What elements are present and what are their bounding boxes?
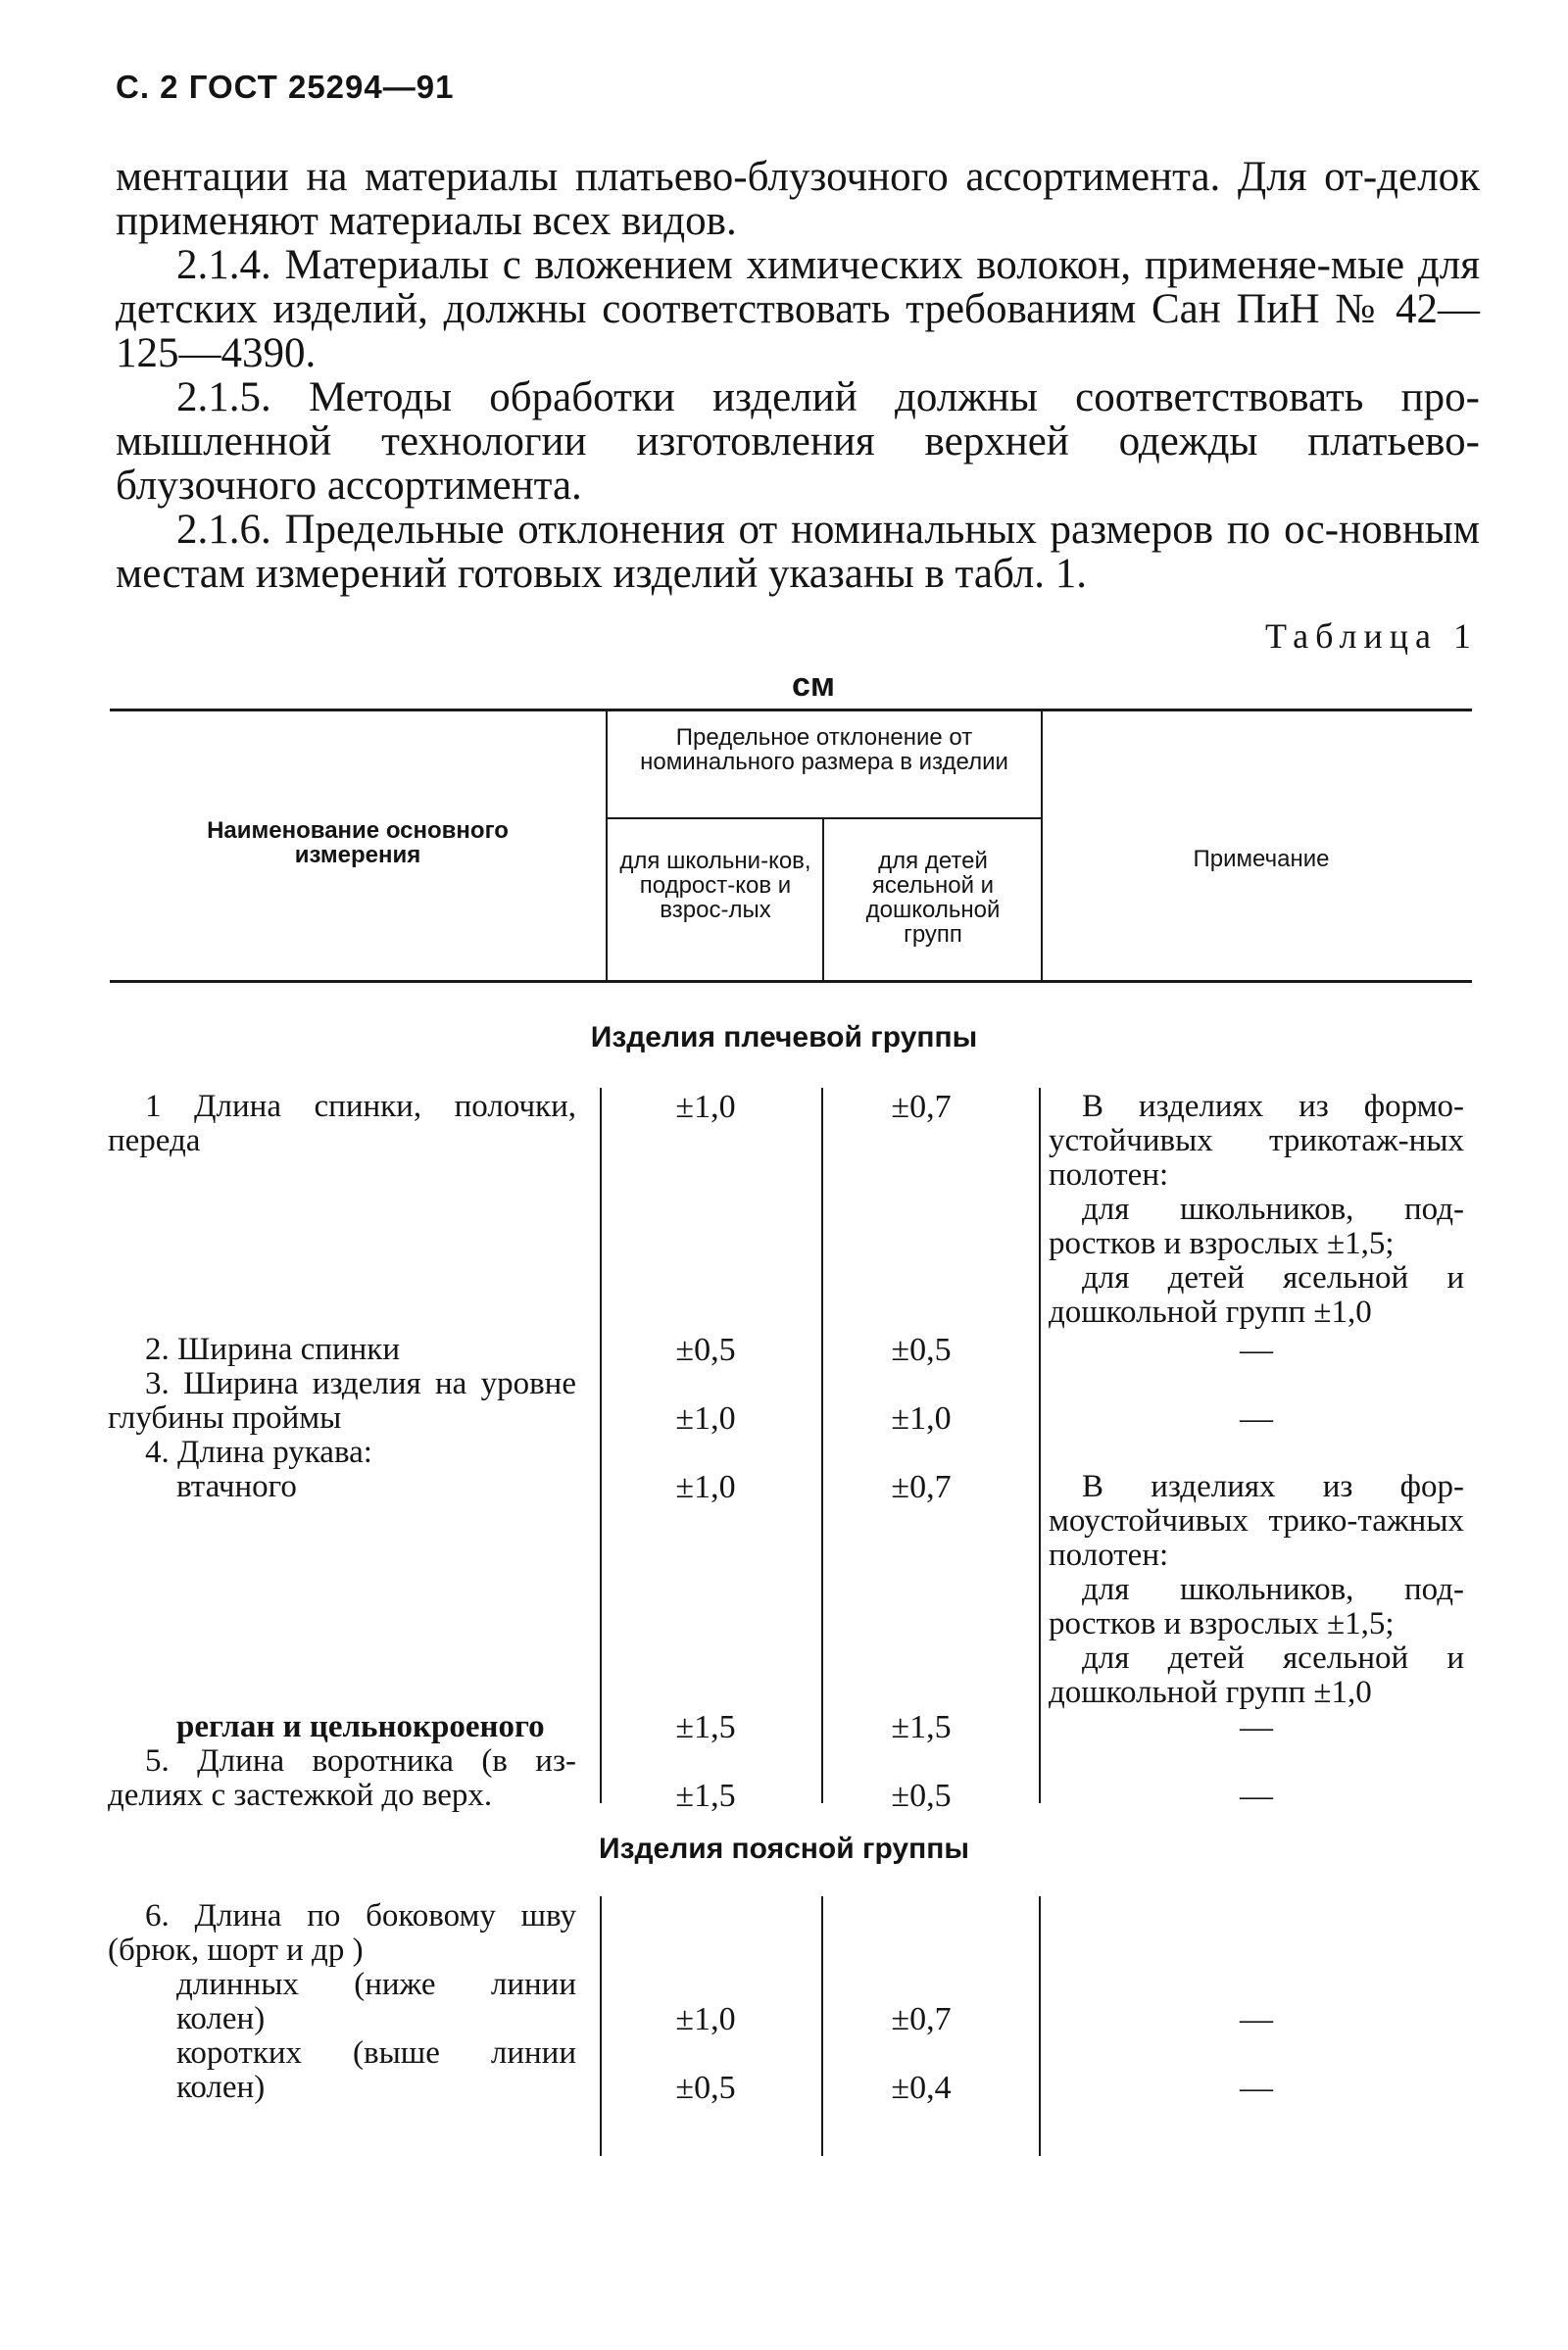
table-row-name: 3. Ширина изделия на уровне глубины проймы <box>108 1366 576 1436</box>
value-school: ±1,0 <box>675 1469 736 1505</box>
table-row-name: 1 Длина спинки, полочки, переда <box>108 1089 576 1158</box>
note-dash: — <box>1240 1709 1273 1745</box>
table-row-name: 6. Длина по боковому шву (брюк, шорт и др ) <box>108 1898 576 1968</box>
table-row-name: реглан и цельнокроеного <box>176 1709 545 1744</box>
note-row4 <box>1049 1470 1464 1710</box>
value-school: ±1,0 <box>675 2001 736 2037</box>
value-school: ±0,5 <box>675 1332 736 1368</box>
value-children: ±1,0 <box>891 1400 952 1437</box>
table-row-name: длинных (ниже линии колен) <box>176 1967 576 2036</box>
value-school: ±0,5 <box>675 2070 736 2106</box>
header-bottom-rule <box>110 980 1472 983</box>
note-dash: — <box>1240 2070 1273 2106</box>
note-children: для детей ясельной и дошкольной групп ±1,0 <box>1049 1260 1464 1330</box>
value-school: ±1,5 <box>675 1709 736 1745</box>
table-top-rule <box>110 709 1472 711</box>
note-dash: — <box>1240 1332 1273 1368</box>
table-unit: см <box>792 666 836 704</box>
header-name: Наименование основного измерения <box>207 817 509 868</box>
value-children: ±0,7 <box>891 2001 952 2037</box>
note-dash: — <box>1240 1400 1273 1437</box>
note-children: для детей ясельной и дошкольной групп ±1,0 <box>1049 1640 1464 1710</box>
header-sub-rule <box>608 817 1041 819</box>
header-divider <box>606 711 608 980</box>
header-deviation: Предельное отклонение от номинального размера в изделии <box>640 724 1008 775</box>
body-divider <box>1039 1088 1041 1803</box>
note-dash: — <box>1240 2001 1273 2037</box>
header-col-school: для школьни-ков, подрост-ков и взрос-лых <box>619 848 811 923</box>
page-header: С. 2 ГОСТ 25294—91 <box>116 69 455 105</box>
value-children: ±1,5 <box>891 1709 952 1745</box>
body-divider <box>600 1088 602 1803</box>
note-intro: В изделиях из фор-моустойчивых трико-тажных полотен: <box>1049 1469 1464 1573</box>
section-title: Изделия плечевой группы <box>590 1021 978 1053</box>
table-row-name: коротких (выше линии колен) <box>176 2035 576 2105</box>
value-school: ±1,0 <box>675 1400 736 1437</box>
value-school: ±1,0 <box>675 1089 736 1125</box>
body-divider <box>600 1896 602 2156</box>
body-divider <box>821 1088 823 1803</box>
paragraph: 2.1.5. Методы обработки изделий должны соответствовать про-мышленной технологии изготовления верхней одежды платьево-блузочного ассортимента. <box>116 374 1480 509</box>
value-children: ±0,7 <box>891 1469 952 1505</box>
note-school: для школьников, под-ростков и взрослых ±1,5; <box>1049 1192 1464 1261</box>
paragraph: 2.1.4. Материалы с вложением химических волокон, применяе-мые для детских изделий, должны соответствовать требованиям Сан ПиН № 42—125—4390. <box>116 242 1480 376</box>
header-divider <box>1041 711 1043 980</box>
table-row-name: втачного <box>176 1469 297 1504</box>
header-col-children: для детей ясельной и дошкольной групп <box>865 848 1001 948</box>
body-text <box>116 155 1480 596</box>
note-dash: — <box>1240 1778 1273 1814</box>
note-intro: В изделиях из формо-устойчивых трикотаж-ных полотен: <box>1049 1089 1464 1193</box>
note-row1 <box>1049 1090 1464 1330</box>
table-row-name: 2. Ширина спинки <box>145 1332 400 1367</box>
paragraph: 2.1.6. Предельные отклонения от номинальных размеров по ос-новным местам измерений готовых изделий указаны в табл. 1. <box>116 507 1480 597</box>
note-school: для школьников, под-ростков и взрослых ±1,5; <box>1049 1572 1464 1641</box>
table-caption: Таблица 1 <box>1265 616 1478 656</box>
value-children: ±0,4 <box>891 2070 952 2106</box>
value-children: ±0,5 <box>891 1778 952 1814</box>
paragraph: ментации на материалы платьево-блузочного ассортимента. Для от-делок применяют материалы всех видов. <box>116 154 1480 244</box>
section-title: Изделия поясной группы <box>599 1833 969 1865</box>
value-children: ±0,7 <box>891 1089 952 1125</box>
header-divider <box>822 819 824 980</box>
value-school: ±1,5 <box>675 1778 736 1814</box>
table-row-name: 5. Длина воротника (в из-делиях с застежкой до верх. <box>108 1743 576 1813</box>
body-divider <box>1039 1896 1041 2156</box>
value-children: ±0,5 <box>891 1332 952 1368</box>
table-row-name: 4. Длина рукава: <box>145 1435 372 1470</box>
header-note: Примечание <box>1193 846 1330 872</box>
